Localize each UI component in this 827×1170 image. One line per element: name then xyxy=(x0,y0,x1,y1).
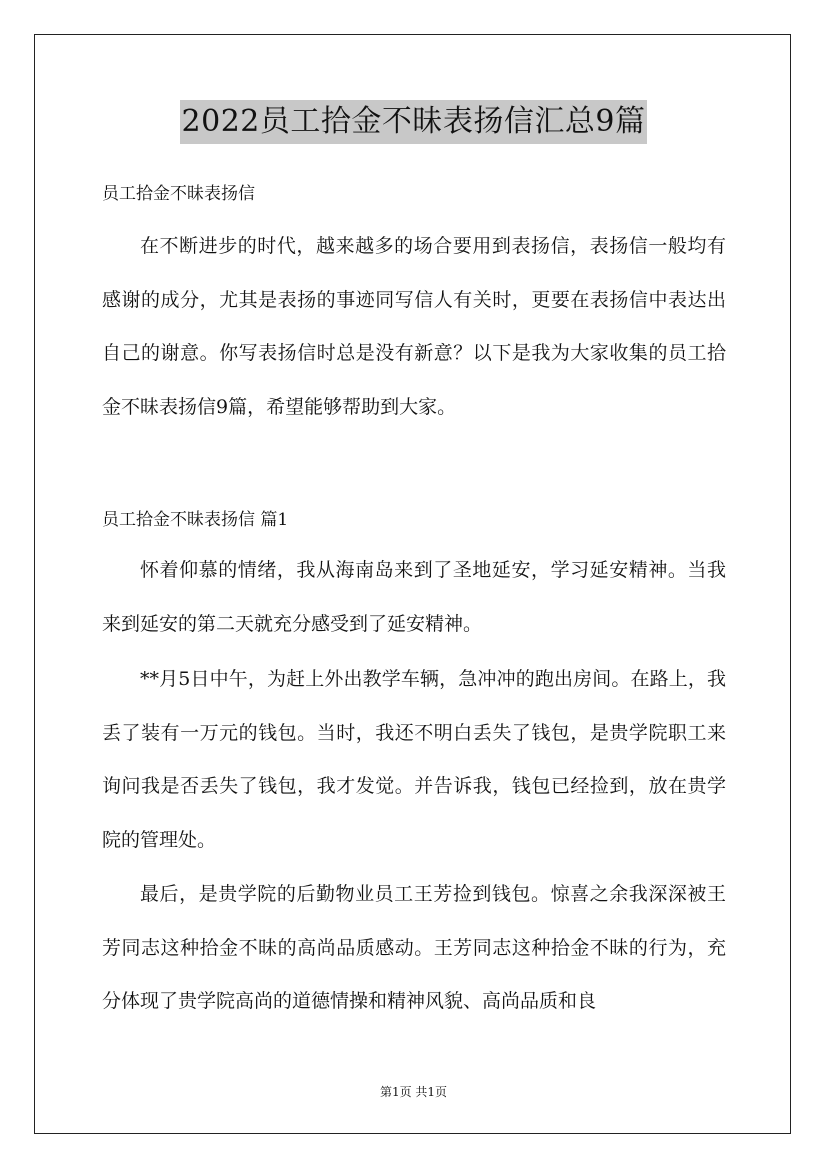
document-title: 2022员工拾金不昧表扬信汇总9篇 xyxy=(180,100,648,144)
intro-heading: 员工拾金不昧表扬信 xyxy=(102,184,255,204)
section-1-paragraph: 怀着仰慕的情绪，我从海南岛来到了圣地延安，学习延安精神。当我来到延安的第二天就充分感受到了延安精神。 xyxy=(102,559,726,635)
section-1-heading: 员工拾金不昧表扬信 篇1 xyxy=(102,510,289,530)
title-container xyxy=(0,100,827,144)
intro-paragraph: 在不断进步的时代，越来越多的场合要用到表扬信，表扬信一般均有感谢的成分，尤其是表扬的事迹同写信人有关时，更要在表扬信中表达出自己的谢意。你写表扬信时总是没有新意？以下是我为大家收集的员工拾金不昧表扬信9篇，希望能够帮助到大家。 xyxy=(102,235,726,418)
section-1-paragraph: 最后，是贵学院的后勤物业员工王芳捡到钱包。惊喜之余我深深被王芳同志这种拾金不昧的高尚品质感动。王芳同志这种拾金不昧的行为，充分体现了贵学院高尚的道德情操和精神风貌、高尚品质和良 xyxy=(102,883,726,1012)
section-1-paragraph: **月5日中午，为赶上外出教学车辆，急冲冲的跑出房间。在路上，我丢了装有一万元的钱包。当时，我还不明白丢失了钱包，是贵学院职工来询问我是否丢失了钱包，我才发觉。并告诉我，钱包已经捡到，放在贵学院的管理处。 xyxy=(102,668,726,851)
page-number-footer: 第1页 共1页 xyxy=(379,1085,448,1099)
